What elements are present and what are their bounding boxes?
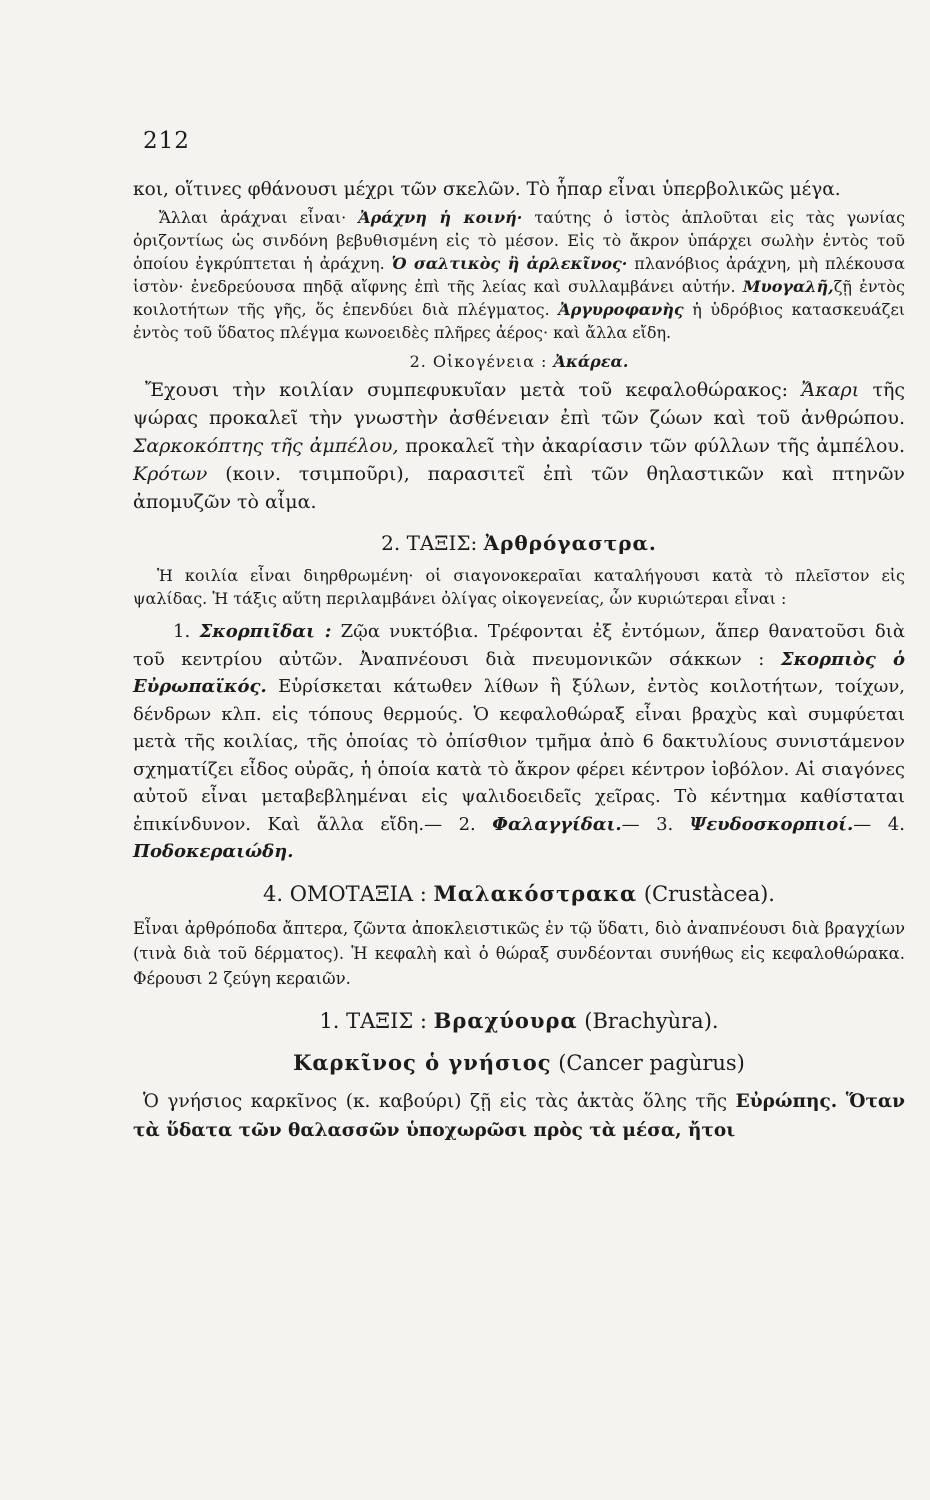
paragraph-crustacea [133, 916, 905, 991]
species-name: Ἀργυροφανὴς [558, 300, 684, 319]
family-name: Σκορπιῖδαι : [199, 621, 332, 642]
subclass-heading [133, 878, 905, 910]
order-label: 2. ΤΑΞΙΣ: [381, 531, 484, 555]
order2-name: Βραχύουρα [433, 1007, 578, 1033]
paragraph-text: — 3. [621, 813, 690, 835]
paragraph-other-spiders [133, 206, 905, 344]
paragraph-text: πλανόβιος ἀράχνη, μὴ πλέκουσα ἱστὸν· ἐνεδρεύουσα πηδᾷ αἴφνης ἐπὶ τῆς λείας καὶ συλλαμβάνει αὐτήν. [133, 254, 905, 296]
paragraph-text: προκαλεῖ τὴν ἀκαρίασιν τῶν φύλλων τῆς ἀμπέλου. [398, 435, 906, 457]
paragraph-text [837, 1091, 846, 1112]
family-label: 2. Οἰκογένεια : [409, 352, 554, 371]
paragraph-text: Ἄλλαι ἀράχναι εἶναι· [159, 208, 359, 227]
species-name: Ὁ σαλτικὸς ἢ ἀρλεκῖνος· [391, 254, 628, 273]
species-name: Κρότων [133, 463, 208, 485]
paragraph-text: Ἔχουσι τὴν κοιλίαν συμπεφυκυῖαν μετὰ τοῦ κεφαλοθώρακος: [145, 379, 802, 401]
species-heading-name: Καρκῖνος ὁ γνήσιος [293, 1049, 552, 1075]
species-name: Μυογαλῆ, [742, 277, 834, 296]
subclass-name: Μαλακόστρακα [433, 880, 638, 906]
order2-heading [133, 1005, 905, 1037]
species-name: Ἄκαρι [801, 379, 860, 401]
paragraph-mites [133, 376, 905, 516]
family-name: Ποδοκεραιώδη. [133, 841, 294, 862]
family-name: Ἀκάρεα. [553, 352, 629, 371]
paragraph-text: Ὁ γνήσιος καρκῖνος (κ. καβούρι) ζῇ εἰς τὰς ἀκτὰς ὅλης τῆς [143, 1090, 736, 1112]
page-number: 212 [143, 128, 190, 154]
subclass-label: 4. ΟΜΟΤΑΞΙΑ : [263, 881, 434, 906]
species-name: Ἀράχνη ἡ κοινή· [358, 208, 523, 227]
family-name: Ψευδοσκορπιοί. [689, 813, 854, 835]
emphasis-text: Εὐρώπης. [735, 1090, 838, 1112]
order2-latin: (Brachyùra). [577, 1008, 719, 1033]
species-heading [133, 1047, 905, 1079]
paragraph-text: Ζῷα νυκτόβια. Τρέφονται ἐξ ἐντόμων, ἅπερ θανατοῦσι διὰ τοῦ κεντρίου αὐτῶν. Ἀναπνέουσι διὰ πνευμονικῶν σάκκων : [133, 621, 905, 670]
paragraph-text: Εὑρίσκεται κάτωθεν λίθων ἢ ξύλων, ἐντὸς κοιλοτήτων, τοίχων, δένδρων κλπ. εἰς τόπους θερμούς. Ὁ κεφαλοθώραξ εἶναι βραχὺς καὶ συμφύεται μετὰ τῆς κοιλίας, τῆς ὁποίας τὸ ὀπίσθιον τμῆμα ἀπὸ 6 δακτυλίους συνιστάμενον σχηματίζει εἶδος οὐρᾶς, ἡ ὁποία κατὰ τὸ ἄκρον φέρει κέντρον ἰοβόλον. Αἱ σιαγόνες αὐτοῦ εἶναι μεταβεβλημέναι εἰς ψαλιδοειδεῖς χεῖρας. Τὸ κέντημα καθίσταται ἐπικίνδυνον. Καὶ ἄλλα εἴδη.— 2. [133, 676, 905, 835]
paragraph-text: ζῇ ἐντὸς κοιλοτήτων τῆς γῆς, ὅς ἐπενδύει διὰ πλέγματος. [133, 277, 906, 319]
paragraph-text: κοι, οἵτινες φθάνουσι μέχρι τῶν σκελῶν. Τὸ ἧπαρ εἶναι ὑπερβολικῶς μέγα. [133, 179, 841, 200]
order-heading [133, 528, 905, 558]
order-name: Ἀρθρόγαστρα. [483, 531, 657, 555]
paragraph-text: — 4. [853, 813, 905, 835]
family-name: Φαλαγγίδαι. [492, 813, 622, 835]
paragraph-text: ταύτης ὁ ἱστὸς ἁπλοῦται εἰς τὰς γωνίας ὁριζοντίως ὡς σινδόνη βεβυθισμένη εἰς τὸ μέσον. Εἰς τὸ ἄκρον ὑπάρχει σωλὴν ἐντὸς τοῦ ὁποίου ἐγκρύπτεται ἡ ἀράχνη. [133, 208, 906, 273]
paragraph-text: Εἶναι ἀρθρόποδα ἄπτερα, ζῶντα ἀποκλειστικῶς ἐν τῷ ὕδατι, διὸ ἀναπνέουσι διὰ βραγχίων (τινὰ διὰ τοῦ δέρματος). Ἡ κεφαλὴ καὶ ὁ θώραξ συνδέονται συνήθως εἰς κεφαλοθώρακα. Φέρουσι 2 ζεύγη κεραιῶν. [133, 918, 905, 988]
paragraph-crab [133, 1087, 905, 1145]
order2-label: 1. ΤΑΞΙΣ : [319, 1008, 434, 1033]
paragraph-text: (κοιν. τσιμποῦρι), παρασιτεῖ ἐπὶ τῶν θηλαστικῶν καὶ πτηνῶν ἀπομυζῶν τὸ αἷμα. [133, 463, 905, 513]
paragraph-scorpions [133, 618, 905, 866]
species-name: Σκορπιὸς ὁ Εὐρωπαϊκός. [133, 648, 905, 697]
emphasis-text: Ὅταν τὰ ὕδατα τῶν θαλασσῶν ὑποχωρῶσι πρὸς τὰ μέσα, ἤτοι [133, 1090, 905, 1141]
paragraph-order-desc [133, 564, 905, 610]
paragraph-text: 1. [173, 621, 200, 642]
paragraph-text: Ἡ κοιλία εἶναι διηρθρωμένη· οἱ σιαγονοκεραῖαι καταλήγουσι κατὰ τὸ πλεῖστον εἰς ψαλίδας. Ἡ τάξις αὕτη περιλαμβάνει ὀλίγας οἰκογενείας, ὧν κυριώτεραι εἶναι : [133, 566, 905, 608]
paragraph-text: ἡ ὑδρόβιος κατασκευάζει ἐντὸς τοῦ ὕδατος πλέγμα κωνοειδὲς πλῆρες ἀέρος· καὶ ἄλλα εἴδη. [133, 300, 906, 342]
species-name: Σαρκοκόπτης τῆς ἀμπέλου, [133, 435, 399, 457]
paragraph-liver [133, 176, 905, 203]
paragraph-text: τῆς ψώρας προκαλεῖ τὴν γνωστὴν ἀσθένειαν ἐπὶ τῶν ζώων καὶ τοῦ ἀνθρώπου. [133, 379, 906, 429]
subclass-latin: (Crustàcea). [637, 881, 775, 906]
species-heading-latin: (Cancer pagùrus) [551, 1050, 745, 1075]
page-body [133, 176, 905, 1145]
family-heading [133, 350, 905, 373]
